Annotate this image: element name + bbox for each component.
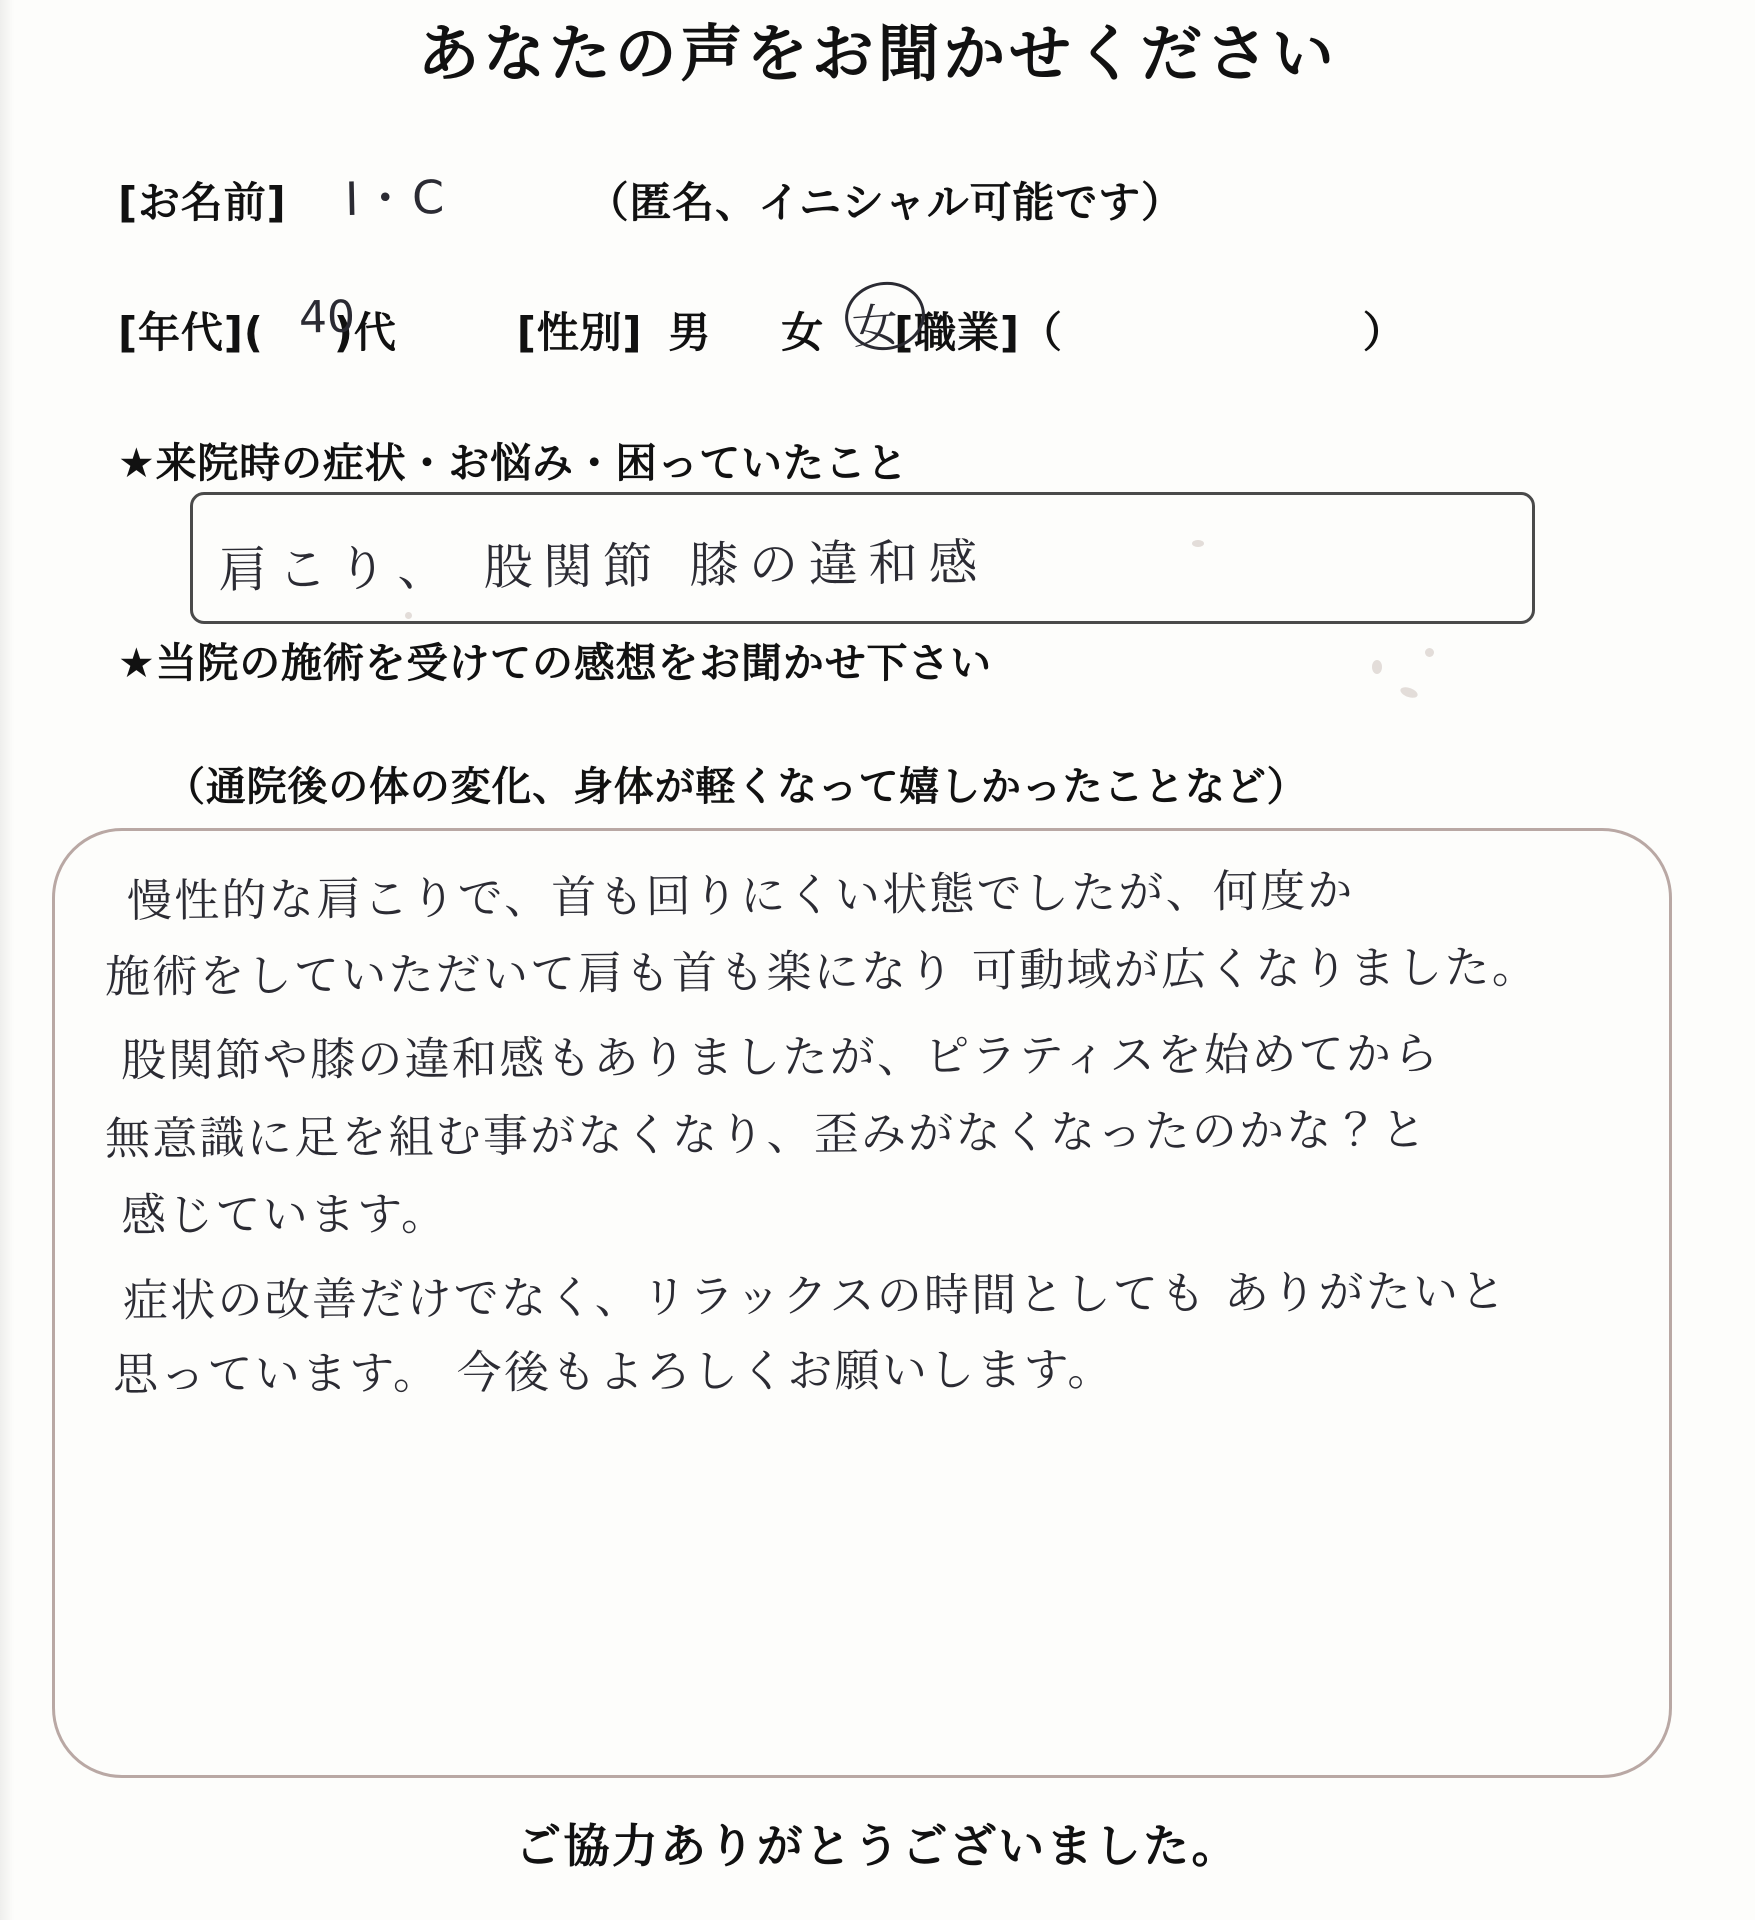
impression-line: 股関節や膝の違和感もありましたが、ピラティスを始めてから [120, 1027, 1441, 1087]
impression-line: 無意識に足を組む事がなくなり、歪みがなくなったのかな？と [104, 1103, 1429, 1166]
gender-option-male[interactable]: 男 [668, 308, 712, 357]
occupation-close-paren: ） [1362, 308, 1406, 357]
age-label-close: )代 [333, 308, 397, 357]
name-label: [お名前] [118, 178, 287, 227]
impression-line: 症状の改善だけでなく、リラックスの時間としても ありがたいと [122, 1264, 1508, 1328]
scan-speckle [1425, 648, 1434, 657]
gender-option-female[interactable]: 女 [781, 308, 825, 357]
impression-handwritten-value [104, 863, 1625, 1401]
name-hint: （匿名、イニシャル可能です） [586, 178, 1184, 227]
gender-selected-value: 女 [850, 297, 901, 355]
impression-line: 施術をしていただいて肩も首も楽になり 可動域が広くなりました。 [104, 940, 1540, 1004]
scan-speckle [1372, 660, 1382, 674]
scan-edge-shadow [0, 0, 14, 1920]
name-row [118, 170, 1184, 230]
scan-speckle [405, 612, 412, 619]
gender-label: [性別] [516, 308, 643, 357]
impression-line: 思っています。 今後もよろしくお願いします。 [112, 1342, 1115, 1401]
impression-line: 感じています。 [120, 1187, 449, 1242]
section-impression-note: （通院後の体の変化、身体が軽くなって嬉しかったことなど） [165, 764, 1308, 810]
scan-speckle [1399, 685, 1419, 700]
age-handwritten-value: 40 [298, 291, 356, 344]
page-title: あなたの声をお聞かせください [417, 17, 1338, 90]
occupation-label: [職業]（ [894, 308, 1063, 357]
section-symptoms-heading: ★来院時の症状・お悩み・困っていたこと [118, 439, 909, 487]
symptoms-handwritten-value: 肩こり、 股関節 膝の違和感 [217, 533, 989, 600]
impression-line: 慢性的な肩こりで、首も回りにくい状態でしたが、何度か [126, 863, 1355, 928]
thank-you-footer: ご協力ありがとうございました。 [515, 1819, 1240, 1873]
section-impression-heading: ★当院の施術を受けての感想をお聞かせ下さい [118, 639, 992, 687]
scan-speckle [1192, 540, 1204, 547]
age-label-open: [年代]( [118, 308, 264, 357]
name-handwritten-value: I・C [344, 169, 449, 227]
